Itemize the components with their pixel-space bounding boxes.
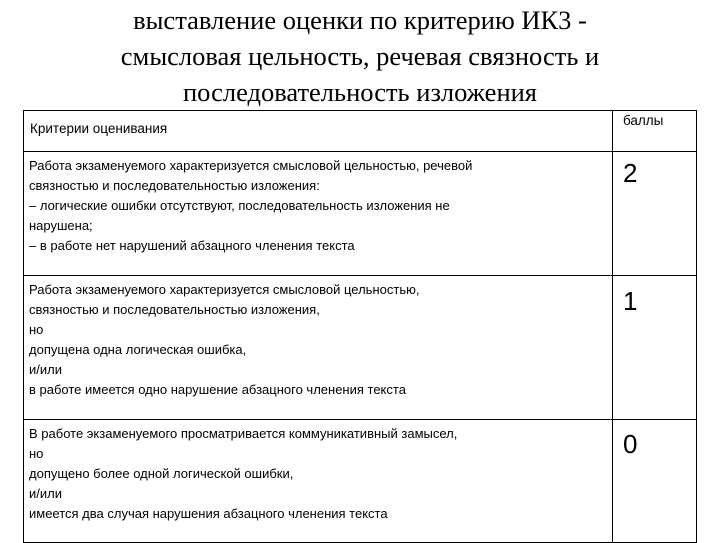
criteria-line: Работа экзаменуемого характеризуется смысловой цельностью, <box>29 282 420 297</box>
score-cell: 1 <box>613 276 697 420</box>
table-row <box>24 420 697 543</box>
slide-title <box>0 2 720 110</box>
criteria-line: В работе экзаменуемого просматривается коммуникативный замысел, <box>29 426 458 441</box>
criteria-cell <box>24 420 613 543</box>
criteria-line: имеется два случая нарушения абзацного членения текста <box>29 506 388 521</box>
criteria-line: нарушена; <box>29 218 93 233</box>
criteria-cell <box>24 152 613 276</box>
title-line: смысловая цельность, речевая связность и <box>120 41 600 71</box>
header-score: баллы <box>613 111 697 152</box>
criteria-line: связностью и последовательностью изложения, <box>29 302 320 317</box>
title-line: выставление оценки по критерию ИК3 - <box>133 5 587 35</box>
table-header-row <box>24 111 697 152</box>
score-cell: 2 <box>613 152 697 276</box>
score-cell: 0 <box>613 420 697 543</box>
criteria-line: и/или <box>29 362 62 377</box>
table-row <box>24 276 697 420</box>
criteria-cell <box>24 276 613 420</box>
header-criteria: Критерии оценивания <box>24 111 613 152</box>
criteria-table <box>23 110 697 543</box>
title-line: последовательность изложения <box>183 77 537 107</box>
criteria-line: – в работе нет нарушений абзацного членения текста <box>29 238 355 253</box>
criteria-line: но <box>29 322 44 337</box>
criteria-line: и/или <box>29 486 62 501</box>
criteria-line: связностью и последовательностью изложения: <box>29 178 320 193</box>
criteria-line: допущено более одной логической ошибки, <box>29 466 294 481</box>
criteria-line: – логические ошибки отсутствуют, последовательность изложения не <box>29 198 450 213</box>
criteria-line: но <box>29 446 44 461</box>
table-row <box>24 152 697 276</box>
criteria-line: Работа экзаменуемого характеризуется смысловой цельностью, речевой <box>29 158 473 173</box>
criteria-line: допущена одна логическая ошибка, <box>29 342 247 357</box>
criteria-line: в работе имеется одно нарушение абзацного членения текста <box>29 382 406 397</box>
